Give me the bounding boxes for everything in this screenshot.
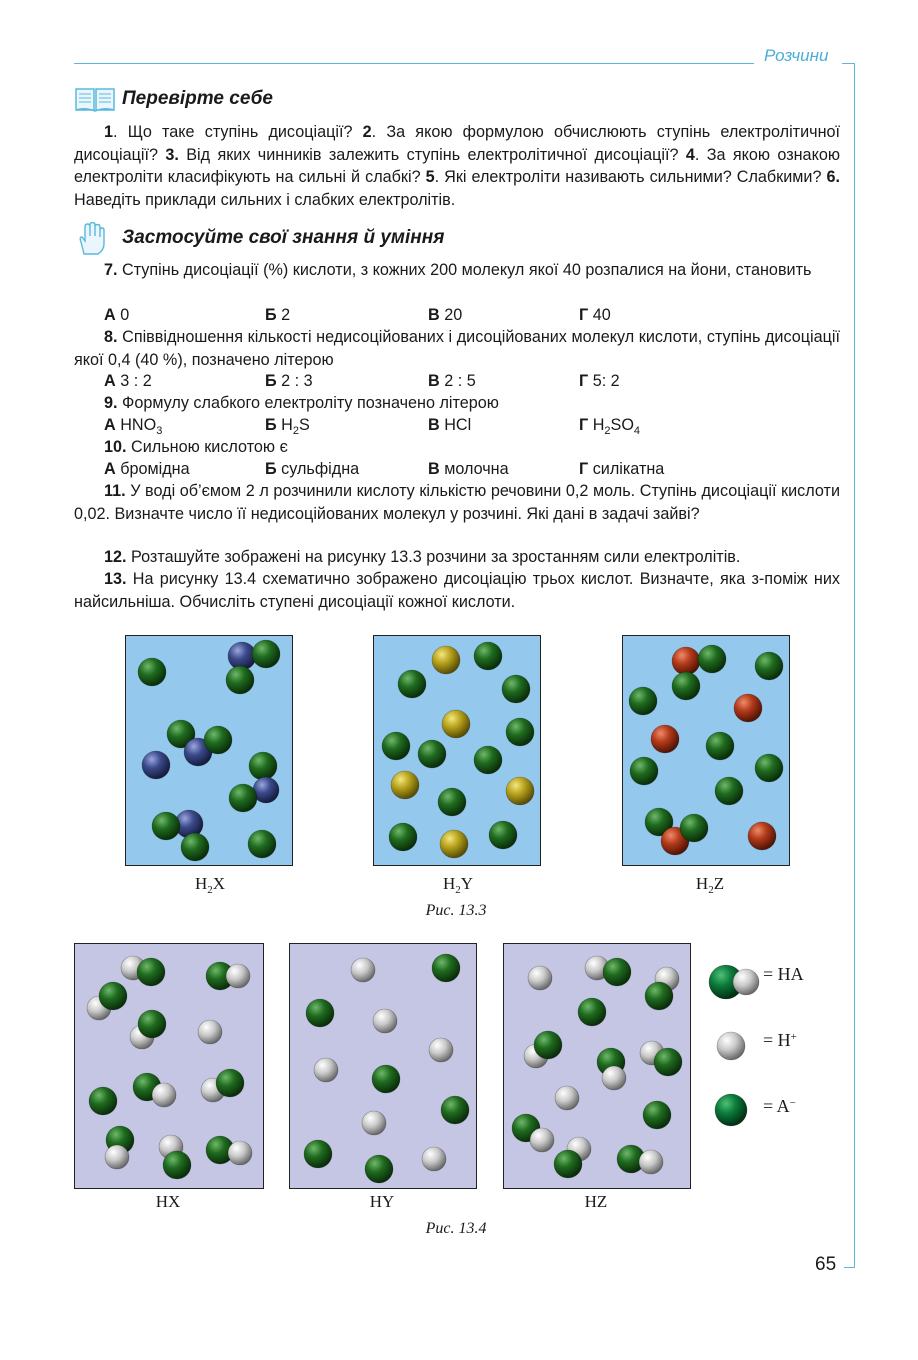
grey-ball <box>198 1020 222 1044</box>
yellow-ball <box>391 771 419 799</box>
green-ball <box>382 732 410 760</box>
molecules-h2x <box>126 636 292 865</box>
figure-caption-13-4: Рис. 13.4 <box>425 1220 487 1237</box>
green-ball <box>438 788 466 816</box>
q7-answer-b: Б 2 <box>265 306 291 324</box>
figure-caption-13-3: Рис. 13.3 <box>425 902 487 919</box>
q9-answer-v: В HCl <box>428 416 472 434</box>
label-h2y: $H_2Y$ <box>442 874 474 896</box>
check-questions: 1. Що таке ступінь дисоціації? 2. За якою формулою обчислюють ступінь електролітичної дисоціації? 3. Від яких чинників залежить ступінь електролітичної дисоціації? 4. За якою ознакою електроліти класифікують на сильні й слабкі? 5. Які електроліти називають сильними? Слабкими? 6. Наведіть приклади сильних і слабких електролітів. <box>74 123 841 209</box>
yellow-ball <box>440 830 468 858</box>
molecules-hx <box>75 944 263 1188</box>
green-ball <box>418 740 446 768</box>
molecules-h2y <box>374 636 540 865</box>
green-ball <box>554 1150 582 1178</box>
green-ball <box>306 999 334 1027</box>
grey-ball <box>152 1083 176 1107</box>
green-ball <box>506 718 534 746</box>
green-ball <box>643 1101 671 1129</box>
green-ball <box>755 652 783 680</box>
green-ball <box>137 958 165 986</box>
q9-text: 9. Формулу слабкого електроліту позначено літерою <box>104 394 499 412</box>
green-ball <box>706 732 734 760</box>
red-ball <box>672 647 700 675</box>
green-ball <box>672 672 700 700</box>
green-ball <box>698 645 726 673</box>
green-ball <box>181 833 209 861</box>
green-ball <box>216 1069 244 1097</box>
green-ball <box>489 821 517 849</box>
green-ball <box>304 1140 332 1168</box>
green-ball <box>204 726 232 754</box>
side-rule-bottom <box>844 1267 855 1268</box>
grey-ball <box>639 1150 663 1174</box>
green-ball <box>715 777 743 805</box>
green-ball <box>138 658 166 686</box>
hand-icon <box>76 222 106 256</box>
q7-text: 7. Ступінь дисоціації (%) кислоти, з кожних 200 молекул якої 40 розпалися на йони, становить <box>104 261 812 279</box>
green-ball <box>249 752 277 780</box>
label-hy: HY <box>369 1192 395 1211</box>
grey-ball <box>717 1032 745 1060</box>
green-ball <box>389 823 417 851</box>
label-hx: HX <box>155 1192 181 1211</box>
green-ball <box>372 1065 400 1093</box>
green-ball <box>365 1155 393 1183</box>
q8-text: 8. Співвідношення кількості недисоційованих і дисоційованих молекул кислоти, ступінь дисоціації якої 0,4 (40 %), позначено літерою <box>74 328 840 369</box>
blue-ball <box>228 642 256 670</box>
grey-ball <box>105 1145 129 1169</box>
solution-h2x <box>125 635 293 866</box>
green-ball <box>226 666 254 694</box>
legend-icons <box>700 950 770 1130</box>
molecules-h2z <box>623 636 789 865</box>
grey-ball <box>555 1086 579 1110</box>
header-rule <box>74 63 754 64</box>
label-h2z: $H_2Z$ <box>695 874 725 896</box>
q7-answer-g: Г 40 <box>579 306 611 324</box>
yellow-ball <box>442 710 470 738</box>
green-ball <box>398 670 426 698</box>
side-rule <box>854 63 855 1268</box>
green-ball <box>441 1096 469 1124</box>
green-ball <box>474 642 502 670</box>
q10-answer-b: Б сульфідна <box>265 460 360 478</box>
solution-hz <box>503 943 691 1189</box>
green-ball <box>629 687 657 715</box>
red-ball <box>651 725 679 753</box>
solution-h2z <box>622 635 790 866</box>
q11-text: 11. У воді об’ємом 2 л розчинили кислоту кількістю речовини 0,2 моль. Ступінь дисоціації кислоти 0,02. Визначте число її недисоційованих молекул у розчині. Які дані в задачі зайві? <box>74 482 840 523</box>
green-ball <box>578 998 606 1026</box>
red-ball <box>748 822 776 850</box>
q13-text: 13. На рисунку 13.4 схематично зображено дисоціацію трьох кислот. Визначте, яка з-поміж них найсильніша. Обчисліть ступені дисоціації кожної кислоти. <box>74 570 840 611</box>
legend-ha: = HA <box>763 964 804 984</box>
apply-title: Застосуйте свої знання й уміння <box>122 227 445 248</box>
green-ball <box>603 958 631 986</box>
q8-answer-b: Б 2 : 3 <box>265 372 313 390</box>
green-ball <box>99 982 127 1010</box>
q8-answer-g: Г 5: 2 <box>579 372 620 390</box>
legend-a-minus: = A− <box>763 1096 796 1116</box>
green-ball <box>152 812 180 840</box>
green-ball <box>502 675 530 703</box>
q8-answer-v: В 2 : 5 <box>428 372 476 390</box>
legend-h-plus: = H+ <box>763 1030 797 1050</box>
label-hz: HZ <box>584 1192 608 1211</box>
grey-ball <box>602 1066 626 1090</box>
grey-ball <box>530 1128 554 1152</box>
q7-answer-v: В 20 <box>428 306 463 324</box>
q9-answer-b: Б $H_2S$ <box>265 416 310 437</box>
green-ball <box>248 830 276 858</box>
molecules-hz <box>504 944 690 1188</box>
label-h2x: $H_2X$ <box>194 874 226 896</box>
green-ball <box>715 1094 747 1126</box>
solution-hy <box>289 943 477 1189</box>
grey-ball <box>228 1141 252 1165</box>
grey-ball <box>362 1111 386 1135</box>
yellow-ball <box>432 646 460 674</box>
green-ball <box>474 746 502 774</box>
green-ball <box>163 1151 191 1179</box>
q7-answer-a: А 0 <box>104 306 130 324</box>
q9-answer-g: Г $H_2SO_4$ <box>579 416 641 437</box>
grey-ball <box>373 1009 397 1033</box>
green-ball <box>755 754 783 782</box>
green-ball <box>630 757 658 785</box>
green-ball <box>680 814 708 842</box>
yellow-ball <box>506 777 534 805</box>
q12-text: 12. Розташуйте зображені на рисунку 13.3 розчини за зростанням сили електролітів. <box>104 548 741 566</box>
check-title: Перевірте себе <box>122 88 273 109</box>
solution-hx <box>74 943 264 1189</box>
solution-h2y <box>373 635 541 866</box>
grey-ball <box>528 966 552 990</box>
blue-ball <box>142 751 170 779</box>
green-ball <box>432 954 460 982</box>
green-ball <box>645 982 673 1010</box>
green-ball <box>252 640 280 668</box>
green-ball <box>138 1010 166 1038</box>
grey-ball <box>314 1058 338 1082</box>
q8-answer-a: А 3 : 2 <box>104 372 152 390</box>
q9-answer-a: А $HNO_3$ <box>104 416 163 437</box>
q10-text: 10. Сильною кислотою є <box>104 438 288 456</box>
grey-ball <box>429 1038 453 1062</box>
green-ball <box>229 784 257 812</box>
book-icon <box>74 85 116 113</box>
page-number: 65 <box>815 1254 837 1275</box>
grey-ball <box>351 958 375 982</box>
grey-ball <box>226 964 250 988</box>
red-ball <box>734 694 762 722</box>
molecules-hy <box>290 944 476 1188</box>
q10-answer-v: В молочна <box>428 460 509 478</box>
section-title: Розчини <box>764 46 829 65</box>
grey-ball <box>733 969 759 995</box>
green-ball <box>89 1087 117 1115</box>
q10-answer-g: Г силікатна <box>579 460 665 478</box>
grey-ball <box>422 1147 446 1171</box>
q10-answer-a: А бромідна <box>104 460 190 478</box>
green-ball <box>654 1048 682 1076</box>
green-ball <box>534 1031 562 1059</box>
